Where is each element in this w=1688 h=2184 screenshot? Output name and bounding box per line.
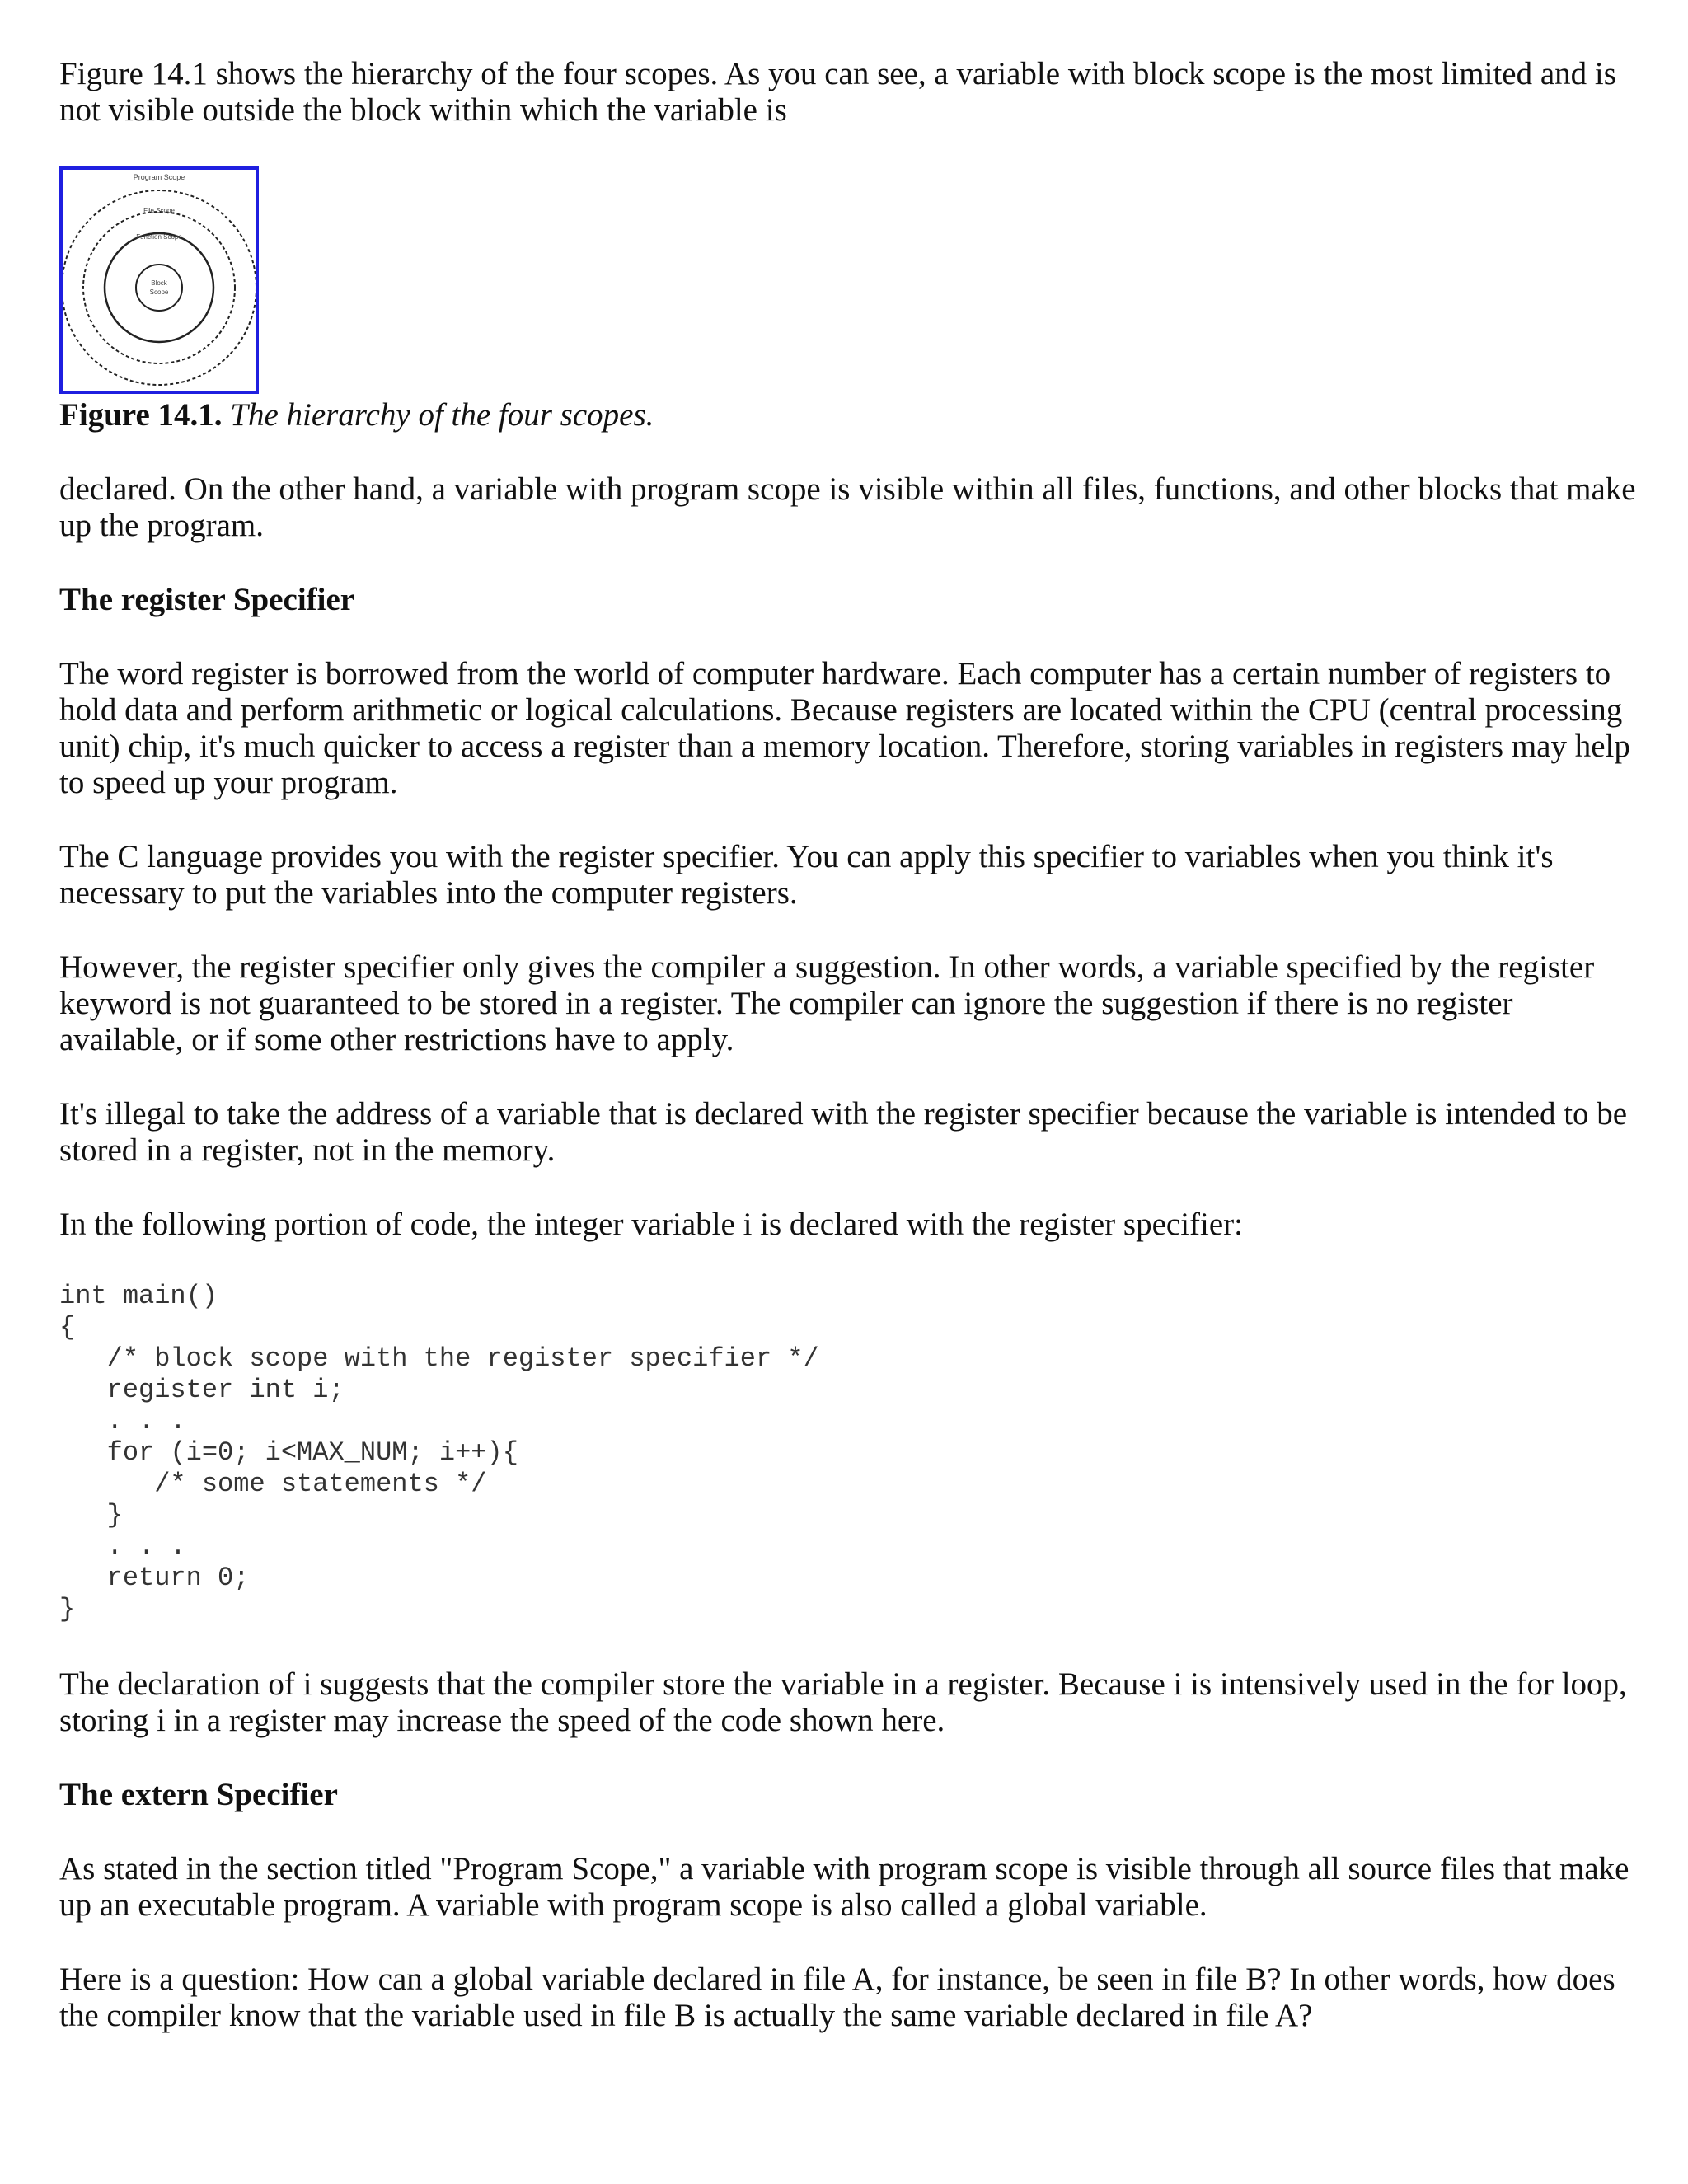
scope-hierarchy-figure	[59, 166, 259, 394]
block-scope-label-line2: Scope	[149, 288, 169, 296]
block-scope-label-line1: Block	[151, 279, 167, 287]
register-paragraph-4: It's illegal to take the address of a variable that is declared with the register specifier because the variable is intended to be stored in a register, not in the memory.	[59, 1096, 1628, 1168]
extern-specifier-heading: The extern Specifier	[59, 1777, 338, 1812]
after-figure-paragraph: declared. On the other hand, a variable with program scope is visible within all files, functions, and other blocks that make up the program.	[59, 471, 1636, 543]
extern-paragraph-1: As stated in the section titled "Program Scope," a variable with program scope is visible through all source files that make up an executable program. A variable with program scope is also called a global variable.	[59, 1851, 1629, 1923]
page-content	[59, 56, 1642, 2072]
program-scope-label: Program Scope	[133, 173, 185, 181]
figure-caption	[59, 397, 1642, 434]
figure-caption-label: Figure 14.1.	[59, 397, 223, 433]
extern-paragraph-2: Here is a question: How can a global variable declared in file A, for instance, be seen in file B? In other words, how does the compiler know that the variable used in file B is actually the same variable declared in file A?	[59, 1961, 1615, 2033]
register-after-code-paragraph: The declaration of i suggests that the compiler store the variable in a register. Because i is intensively used in the for loop, storing i in a register may increase the speed of the code shown here.	[59, 1666, 1627, 1738]
file-scope-label: File Scope	[143, 207, 175, 214]
function-scope-ring	[105, 233, 213, 342]
register-paragraph-2: The C language provides you with the register specifier. You can apply this specifier to variables when you think it's necessary to put the variables into the computer registers.	[59, 839, 1554, 911]
intro-paragraph: Figure 14.1 shows the hierarchy of the four scopes. As you can see, a variable with block scope is the most limited and is not visible outside the block within which the variable is	[59, 56, 1616, 128]
block-scope-ring	[136, 265, 182, 311]
register-specifier-heading: The register Specifier	[59, 582, 355, 617]
register-code-sample: int main() { /* block scope with the register specifier */ register int i; . . . for (i=0; i<MAX_NUM; i++){ /* some statements */ } . . . return 0; }	[59, 1281, 819, 1624]
function-scope-label: Function Scope	[136, 233, 182, 241]
program-scope-ring	[63, 190, 256, 385]
register-paragraph-3: However, the register specifier only gives the compiler a suggestion. In other words, a variable specified by the register keyword is not guaranteed to be stored in a register. The compiler can ignore the suggestion if there is no register available, or if some other restrictions have to apply.	[59, 949, 1595, 1057]
register-paragraph-1: The word register is borrowed from the world of computer hardware. Each computer has a certain number of registers to hold data and perform arithmetic or logical calculations. Because registers are located within the CPU (central processing unit) chip, it's much quicker to access a register than a memory location. Therefore, storing variables in registers may help to speed up your program.	[59, 656, 1630, 800]
figure-caption-text: The hierarchy of the four scopes.	[230, 397, 654, 433]
register-paragraph-5: In the following portion of code, the integer variable i is declared with the register specifier:	[59, 1207, 1243, 1242]
